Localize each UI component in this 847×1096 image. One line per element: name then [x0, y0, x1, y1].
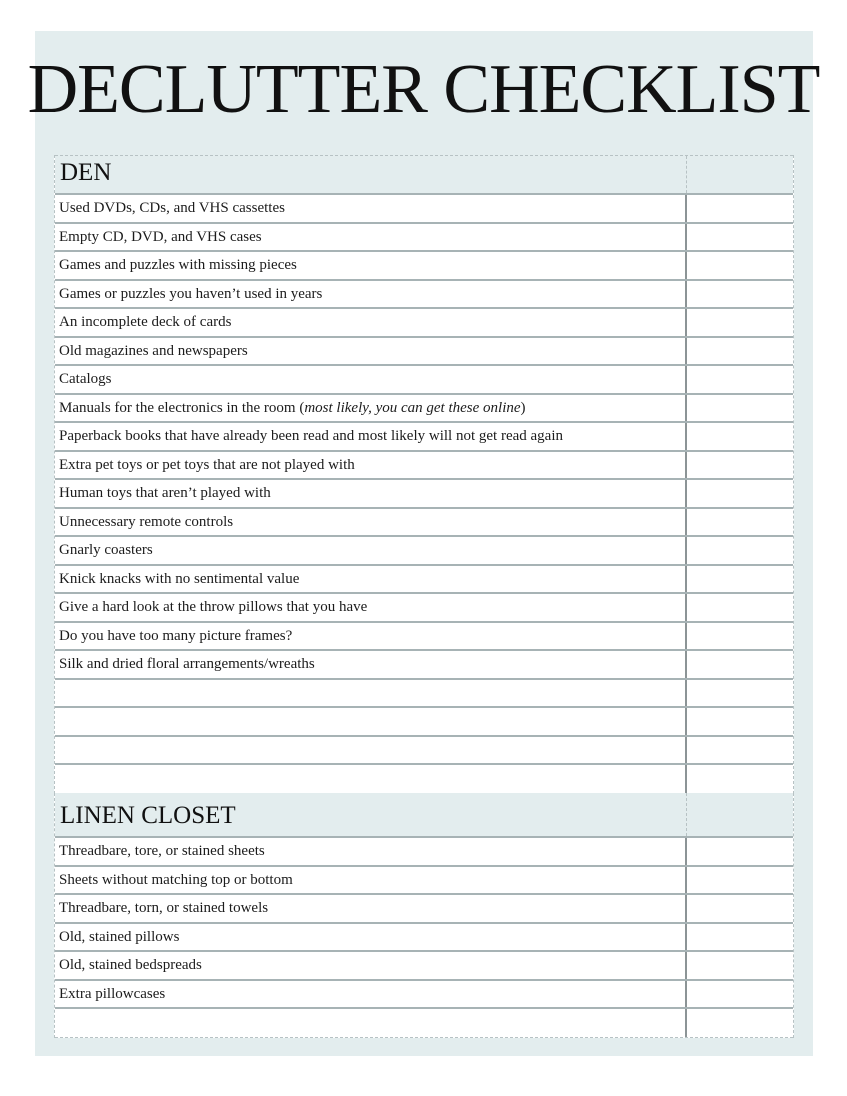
item-label: Do you have too many picture frames? — [59, 627, 293, 644]
checklist-item-text — [55, 895, 687, 922]
checklist-item-text — [55, 737, 687, 764]
checklist-row — [55, 281, 793, 310]
checklist-row — [55, 952, 793, 981]
checklist-row — [55, 651, 793, 680]
item-label: Catalogs — [59, 371, 112, 387]
checkbox-cell[interactable] — [687, 338, 793, 365]
item-note-close: ) — [520, 399, 526, 416]
checklist-row — [55, 1009, 793, 1038]
checkbox-cell[interactable] — [687, 509, 793, 536]
item-label: Gnarly coasters — [59, 542, 153, 558]
item-label: Empty CD, DVD, and VHS cases — [59, 228, 262, 245]
checklist-item-text — [55, 680, 687, 707]
checklist-row — [55, 765, 793, 794]
checklist-row — [55, 480, 793, 509]
checklist-item-text — [55, 651, 687, 678]
item-label: Threadbare, torn, or stained towels — [59, 900, 269, 916]
checkbox-cell[interactable] — [687, 281, 793, 308]
checklist-item-text — [55, 195, 687, 222]
checklist-item-text — [55, 309, 687, 336]
checklist-item-text — [55, 281, 687, 308]
checklist-item-text — [55, 838, 687, 865]
checkbox-cell[interactable] — [687, 195, 793, 222]
checklist-row — [55, 252, 793, 281]
checklist-item-text — [55, 566, 687, 593]
checklist-row — [55, 708, 793, 737]
checklist-row — [55, 838, 793, 867]
checklist-item-text — [55, 623, 687, 650]
item-label: Knick knacks with no sentimental value — [59, 570, 300, 587]
checklist-item-text — [55, 252, 687, 279]
checklist-item-text — [55, 480, 687, 507]
item-label: Old, stained bedspreads — [59, 957, 202, 973]
checklist-item-text — [55, 594, 687, 621]
page-title: DECLUTTER CHECKLIST — [27, 51, 820, 128]
checklist-item-text — [55, 952, 687, 979]
checklist-row — [55, 680, 793, 709]
checkbox-cell[interactable] — [687, 309, 793, 336]
checkbox-cell[interactable] — [687, 680, 793, 707]
checkbox-cell[interactable] — [687, 737, 793, 764]
checkbox-cell[interactable] — [687, 651, 793, 678]
item-label: Threadbare, tore, or stained sheets — [59, 843, 265, 859]
section-header — [55, 793, 793, 838]
checkbox-cell[interactable] — [687, 924, 793, 951]
section-title: DEN — [60, 159, 112, 186]
item-label: Used DVDs, CDs, and VHS cassettes — [59, 200, 285, 216]
item-label: An incomplete deck of cards — [59, 314, 232, 330]
checklist-row — [55, 895, 793, 924]
checklist-row — [55, 924, 793, 953]
checkbox-cell[interactable] — [687, 765, 793, 793]
item-label: Unnecessary remote controls — [59, 513, 234, 530]
item-label: Extra pet toys or pet toys that are not played with — [59, 456, 355, 473]
checkbox-cell[interactable] — [687, 623, 793, 650]
checklist-rows — [55, 195, 793, 794]
checklist-row — [55, 867, 793, 896]
checklist-item-text — [55, 924, 687, 951]
checkbox-cell[interactable] — [687, 566, 793, 593]
checkbox-cell[interactable] — [687, 537, 793, 564]
column-divider — [686, 156, 687, 193]
checklist-item-text — [55, 867, 687, 894]
checklist-item-text — [55, 765, 687, 793]
checklist-row — [55, 195, 793, 224]
section-title: LINEN CLOSET — [60, 802, 236, 829]
checklist-row — [55, 224, 793, 253]
item-label: Games or puzzles you haven’t used in years — [59, 285, 323, 302]
checklist-row — [55, 981, 793, 1010]
checklist-row — [55, 566, 793, 595]
checklist-row — [55, 309, 793, 338]
checkbox-cell[interactable] — [687, 952, 793, 979]
checklist-item-text — [55, 708, 687, 735]
checkbox-cell[interactable] — [687, 981, 793, 1008]
checklist-row — [55, 537, 793, 566]
item-label: Sheets without matching top or bottom — [59, 871, 293, 888]
checklist-row — [55, 366, 793, 395]
checklist-item-text — [55, 338, 687, 365]
checklist-row — [55, 423, 793, 452]
checkbox-cell[interactable] — [687, 1009, 793, 1037]
checklist-item-text — [55, 366, 687, 393]
section-header — [55, 155, 793, 195]
checklist-rows — [55, 838, 793, 1038]
checklist-row — [55, 338, 793, 367]
item-label: Human toys that aren’t played with — [59, 485, 271, 501]
item-label: Old magazines and newspapers — [59, 342, 248, 359]
checklist-row — [55, 452, 793, 481]
checkbox-cell[interactable] — [687, 224, 793, 251]
checklist-item-text — [55, 224, 687, 251]
checkbox-cell[interactable] — [687, 366, 793, 393]
item-label: Games and puzzles with missing pieces — [59, 257, 297, 273]
checklist-item-text — [55, 423, 687, 450]
item-note: most likely, you can get these online — [304, 399, 521, 416]
checklist-item-text — [55, 509, 687, 536]
section-den — [54, 155, 794, 794]
checklist-item-text — [55, 1009, 687, 1037]
checklist-row — [55, 737, 793, 766]
checklist-row — [55, 509, 793, 538]
checklist-row — [55, 594, 793, 623]
section-linen-closet — [54, 793, 794, 1038]
checklist-item-text — [55, 452, 687, 479]
checkbox-cell[interactable] — [687, 895, 793, 922]
column-divider — [686, 793, 687, 836]
checklist-row — [55, 623, 793, 652]
checkbox-cell[interactable] — [687, 252, 793, 279]
checkbox-cell[interactable] — [687, 708, 793, 735]
item-label: Old, stained pillows — [59, 928, 180, 945]
checklist-item-text — [55, 981, 687, 1008]
item-label: Paperback books that have already been read and most likely will not get read again — [59, 428, 563, 444]
item-label: Extra pillowcases — [59, 985, 166, 1002]
item-label: Manuals for the electronics in the room ( — [59, 399, 305, 416]
checklist-item-text — [55, 395, 687, 422]
checkbox-cell[interactable] — [687, 867, 793, 894]
item-label: Give a hard look at the throw pillows that you have — [59, 599, 368, 615]
checkbox-cell[interactable] — [687, 838, 793, 865]
item-label: Silk and dried floral arrangements/wreaths — [59, 656, 315, 672]
checklist-row — [55, 395, 793, 424]
checkbox-cell[interactable] — [687, 594, 793, 621]
checkbox-cell[interactable] — [687, 423, 793, 450]
checklist-item-text — [55, 537, 687, 564]
checkbox-cell[interactable] — [687, 395, 793, 422]
checkbox-cell[interactable] — [687, 452, 793, 479]
checkbox-cell[interactable] — [687, 480, 793, 507]
